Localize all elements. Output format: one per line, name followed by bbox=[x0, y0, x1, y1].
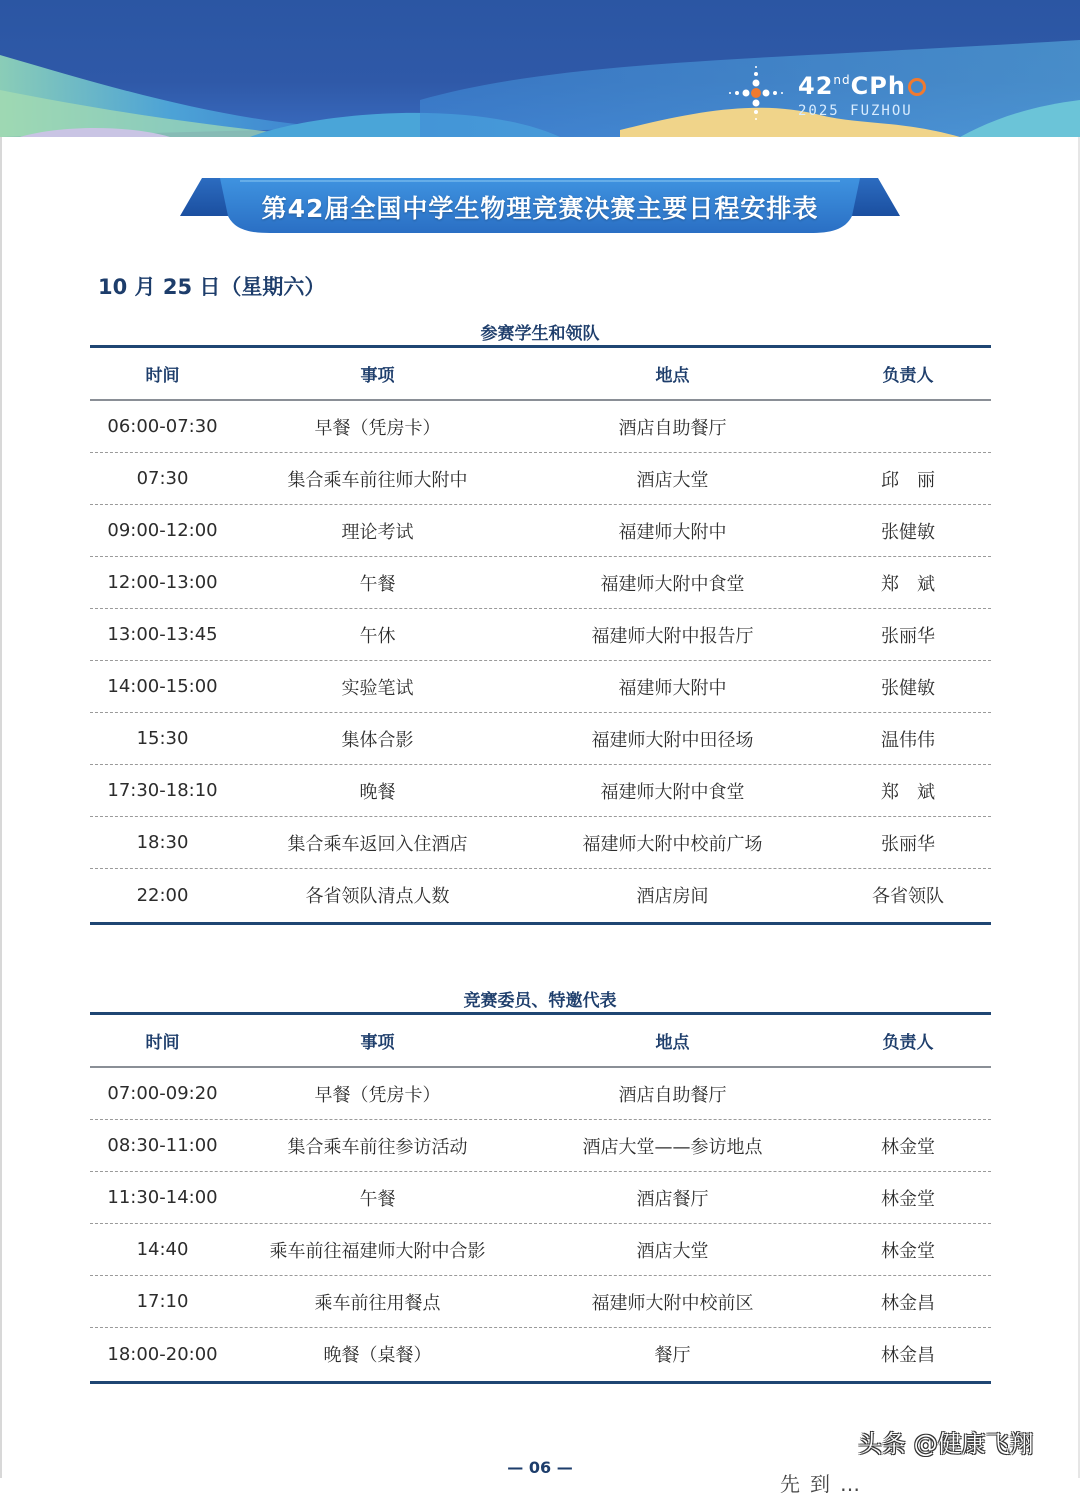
logo-title bbox=[798, 72, 926, 100]
cell-place: 餐厅 bbox=[654, 1345, 691, 1366]
table-row bbox=[90, 1328, 991, 1380]
cell-person: 林金堂 bbox=[881, 1188, 935, 1210]
cell-person: 林金昌 bbox=[881, 1345, 935, 1366]
cell-time: 06:00-07:30 bbox=[107, 416, 218, 437]
column-header-item: 事项 bbox=[360, 366, 395, 386]
cell-item: 早餐（凭房卡） bbox=[314, 417, 441, 439]
table-row bbox=[90, 401, 991, 453]
logo-suffix: nd bbox=[833, 73, 851, 87]
cell-person: 各省领队 bbox=[872, 886, 944, 907]
cell-item: 理论考试 bbox=[341, 521, 414, 543]
cell-item: 晚餐（桌餐） bbox=[323, 1345, 432, 1366]
cell-time: 08:30-11:00 bbox=[107, 1135, 218, 1156]
table-row bbox=[90, 1172, 991, 1224]
cell-time: 18:30 bbox=[136, 832, 189, 853]
cell-person: 郑 斌 bbox=[881, 781, 935, 803]
section-title-students: 参赛学生和领队 bbox=[480, 324, 600, 344]
cell-person: 林金昌 bbox=[881, 1292, 935, 1314]
schedule-rows-students bbox=[90, 401, 991, 921]
cell-time: 11:30-14:00 bbox=[107, 1187, 218, 1208]
cell-place: 福建师大附中食堂 bbox=[600, 573, 745, 595]
header-banner bbox=[0, 0, 1080, 137]
cell-item: 集体合影 bbox=[341, 729, 414, 751]
cross-dots-icon bbox=[728, 64, 788, 124]
table-row bbox=[90, 869, 991, 921]
column-header-time: 时间 bbox=[145, 1033, 180, 1053]
logo-word: CPh bbox=[850, 72, 906, 100]
cell-place: 福建师大附中田径场 bbox=[591, 729, 754, 751]
table-row bbox=[90, 505, 991, 557]
logo-subtitle: 2025 FUZHOU bbox=[798, 103, 913, 119]
cell-place: 酒店餐厅 bbox=[636, 1188, 709, 1210]
logo-number: 42 bbox=[798, 72, 834, 100]
cell-item: 午餐 bbox=[359, 1188, 396, 1210]
title-ribbon bbox=[180, 175, 900, 237]
table-header-row bbox=[90, 348, 991, 399]
page-number: — 06 — bbox=[507, 1458, 573, 1477]
cell-time: 07:00-09:20 bbox=[107, 1083, 218, 1104]
cell-item: 午休 bbox=[359, 625, 396, 647]
cell-person: 张丽华 bbox=[881, 625, 935, 647]
cell-place: 酒店房间 bbox=[636, 886, 709, 907]
cell-time: 09:00-12:00 bbox=[107, 520, 218, 541]
schedule-table-students bbox=[90, 348, 991, 399]
page-edge-left bbox=[0, 137, 2, 1478]
table-row bbox=[90, 713, 991, 765]
cell-item: 乘车前往福建师大附中合影 bbox=[269, 1240, 486, 1262]
cell-time: 14:00-15:00 bbox=[107, 676, 218, 697]
cell-place: 酒店自助餐厅 bbox=[618, 1084, 727, 1106]
section-bottom-rule bbox=[90, 922, 991, 925]
column-header-person: 负责人 bbox=[882, 1033, 934, 1053]
table-header-row bbox=[90, 1015, 991, 1066]
section-title-committee: 竞赛委员、特邀代表 bbox=[463, 991, 617, 1011]
source-watermark: 头条 @健康飞翔 bbox=[858, 1430, 1034, 1458]
cell-item: 早餐（凭房卡） bbox=[314, 1084, 441, 1106]
schedule-rows-committee bbox=[90, 1068, 991, 1380]
cell-place: 福建师大附中校前区 bbox=[591, 1292, 754, 1314]
cell-person: 张健敏 bbox=[881, 677, 935, 699]
cut-off-text: 先到… bbox=[780, 1472, 870, 1496]
cell-item: 晚餐 bbox=[359, 781, 396, 803]
cpho-logo bbox=[728, 64, 988, 124]
cell-time: 07:30 bbox=[136, 468, 189, 489]
column-header-place: 地点 bbox=[655, 366, 690, 386]
cell-person: 邱 丽 bbox=[881, 469, 935, 491]
date-heading: 10 月 25 日（星期六） bbox=[98, 275, 326, 299]
cell-item: 集合乘车返回入住酒店 bbox=[287, 833, 468, 855]
cell-person: 温伟伟 bbox=[881, 729, 935, 751]
document-title: 第42届全国中学生物理竞赛决赛主要日程安排表 bbox=[261, 194, 819, 223]
cell-place: 酒店自助餐厅 bbox=[618, 417, 727, 439]
cell-time: 14:40 bbox=[136, 1239, 189, 1260]
cell-place: 酒店大堂 bbox=[636, 469, 709, 491]
cell-item: 午餐 bbox=[359, 573, 396, 595]
column-header-time: 时间 bbox=[145, 366, 180, 386]
orange-ring-icon bbox=[908, 78, 926, 96]
table-row bbox=[90, 765, 991, 817]
table-row bbox=[90, 1120, 991, 1172]
table-row bbox=[90, 817, 991, 869]
column-header-place: 地点 bbox=[655, 1033, 690, 1053]
cell-time: 22:00 bbox=[136, 884, 189, 906]
table-row bbox=[90, 609, 991, 661]
cell-time: 17:10 bbox=[136, 1291, 189, 1312]
cell-time: 12:00-13:00 bbox=[107, 572, 218, 593]
cell-item: 各省领队清点人数 bbox=[305, 886, 450, 907]
schedule-table-committee bbox=[90, 1015, 991, 1066]
cell-time: 15:30 bbox=[136, 728, 189, 749]
cell-person: 林金堂 bbox=[881, 1136, 935, 1158]
cell-place: 酒店大堂——参访地点 bbox=[582, 1136, 763, 1158]
table-row bbox=[90, 1276, 991, 1328]
column-header-person: 负责人 bbox=[882, 366, 934, 386]
column-header-item: 事项 bbox=[360, 1033, 395, 1053]
table-row bbox=[90, 1068, 991, 1120]
cell-place: 福建师大附中 bbox=[618, 677, 727, 699]
cell-item: 集合乘车前往师大附中 bbox=[287, 469, 468, 491]
cell-time: 13:00-13:45 bbox=[107, 624, 218, 645]
cell-place: 福建师大附中报告厅 bbox=[591, 625, 754, 647]
table-row bbox=[90, 1224, 991, 1276]
cell-time: 17:30-18:10 bbox=[107, 780, 218, 801]
cell-item: 集合乘车前往参访活动 bbox=[287, 1136, 468, 1158]
cell-person: 林金堂 bbox=[881, 1240, 935, 1262]
table-row bbox=[90, 557, 991, 609]
cell-time: 18:00-20:00 bbox=[107, 1343, 218, 1365]
section-bottom-rule bbox=[90, 1381, 991, 1384]
cell-item: 乘车前往用餐点 bbox=[314, 1292, 441, 1314]
cell-place: 福建师大附中食堂 bbox=[600, 781, 745, 803]
table-row bbox=[90, 661, 991, 713]
table-row bbox=[90, 453, 991, 505]
cell-item: 实验笔试 bbox=[341, 677, 414, 699]
cell-person: 张丽华 bbox=[881, 833, 935, 855]
cell-person: 张健敏 bbox=[881, 521, 935, 543]
cell-place: 福建师大附中 bbox=[618, 521, 727, 543]
cell-place: 福建师大附中校前广场 bbox=[582, 833, 763, 855]
cell-place: 酒店大堂 bbox=[636, 1240, 709, 1262]
cell-person: 郑 斌 bbox=[881, 573, 935, 595]
